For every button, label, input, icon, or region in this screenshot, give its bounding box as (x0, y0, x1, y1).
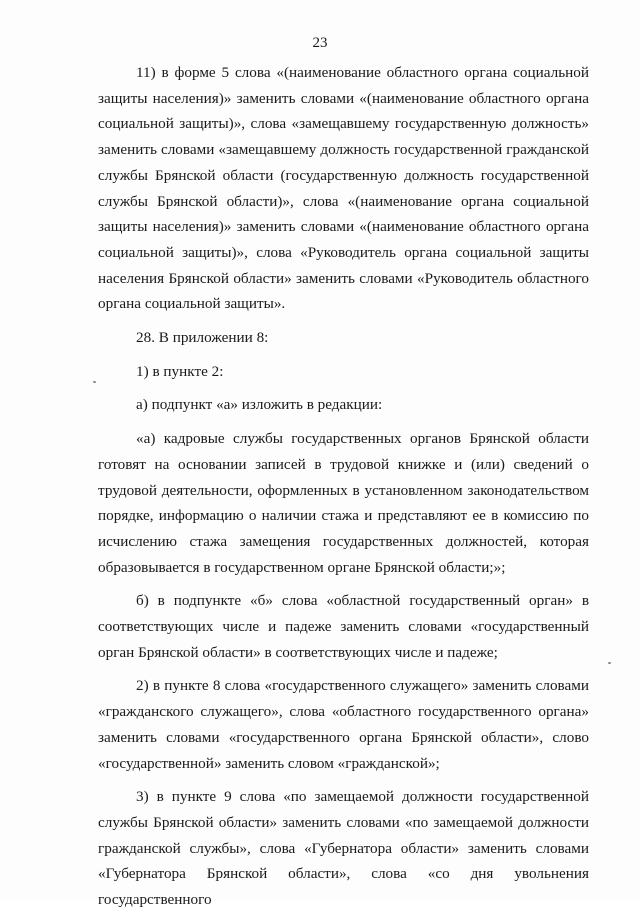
paragraph-item-11: 11) в форме 5 слова «(наименование областного органа социальной защиты населения)» заменить словами «(наименование областного органа социальной защиты)», слова «замещавшему государственную должность» заменить словами «замещавшему должность государственной гражданской службы Брянской области (государственную должность государственной службы Брянской области)», слова «(наименование органа социальной защиты населения)» заменить словами «(наименование областного органа социальной защиты)», слова «Руководитель органа социальной защиты населения Брянской области» заменить словами «Руководитель областного органа социальной защиты». (98, 64, 589, 313)
paragraph-subitem-a: а) подпункт «а» изложить в редакции: (136, 396, 383, 414)
page-number: 23 (312, 35, 328, 51)
document-body (98, 60, 589, 913)
scan-speck (608, 662, 611, 664)
paragraph-item-3: 3) в пункте 9 слова «по замещаемой должности государственной службы Брянской области» заменить словами «по замещаемой должности гражданской службы», слова «Губернатора области» заменить словами «Губернатора Брянской области», слова «со дня увольнения государственного (98, 788, 589, 909)
paragraph-item-2: 2) в пункте 8 слова «государственного служащего» заменить словами «гражданского служащего», слова «областного государственного органа» заменить словами «государственного органа Брянской области», слово «государственной» заменить словом «гражданской»; (98, 677, 589, 772)
paragraph-subitem-b: б) в подпункте «б» слова «областной государственный орган» в соответствующих числе и падеже заменить словами «государственный орган Брянской области» в соответствующих числе и падеже; (98, 592, 589, 661)
scan-speck (93, 381, 96, 383)
paragraph-section-28: 28. В приложении 8: (136, 329, 269, 347)
paragraph-quoted-a: «а) кадровые службы государственных органов Брянской области готовят на основании записей в трудовой книжке и (или) сведений о трудовой деятельности, оформленных в установленном законодательством порядке, информацию о наличии стажа и представляют ее в комиссию по исчислению стажа замещения государственных должностей, которая образовывается в государственном органе Брянской области;»; (98, 430, 589, 576)
paragraph-item-1: 1) в пункте 2: (136, 362, 224, 380)
